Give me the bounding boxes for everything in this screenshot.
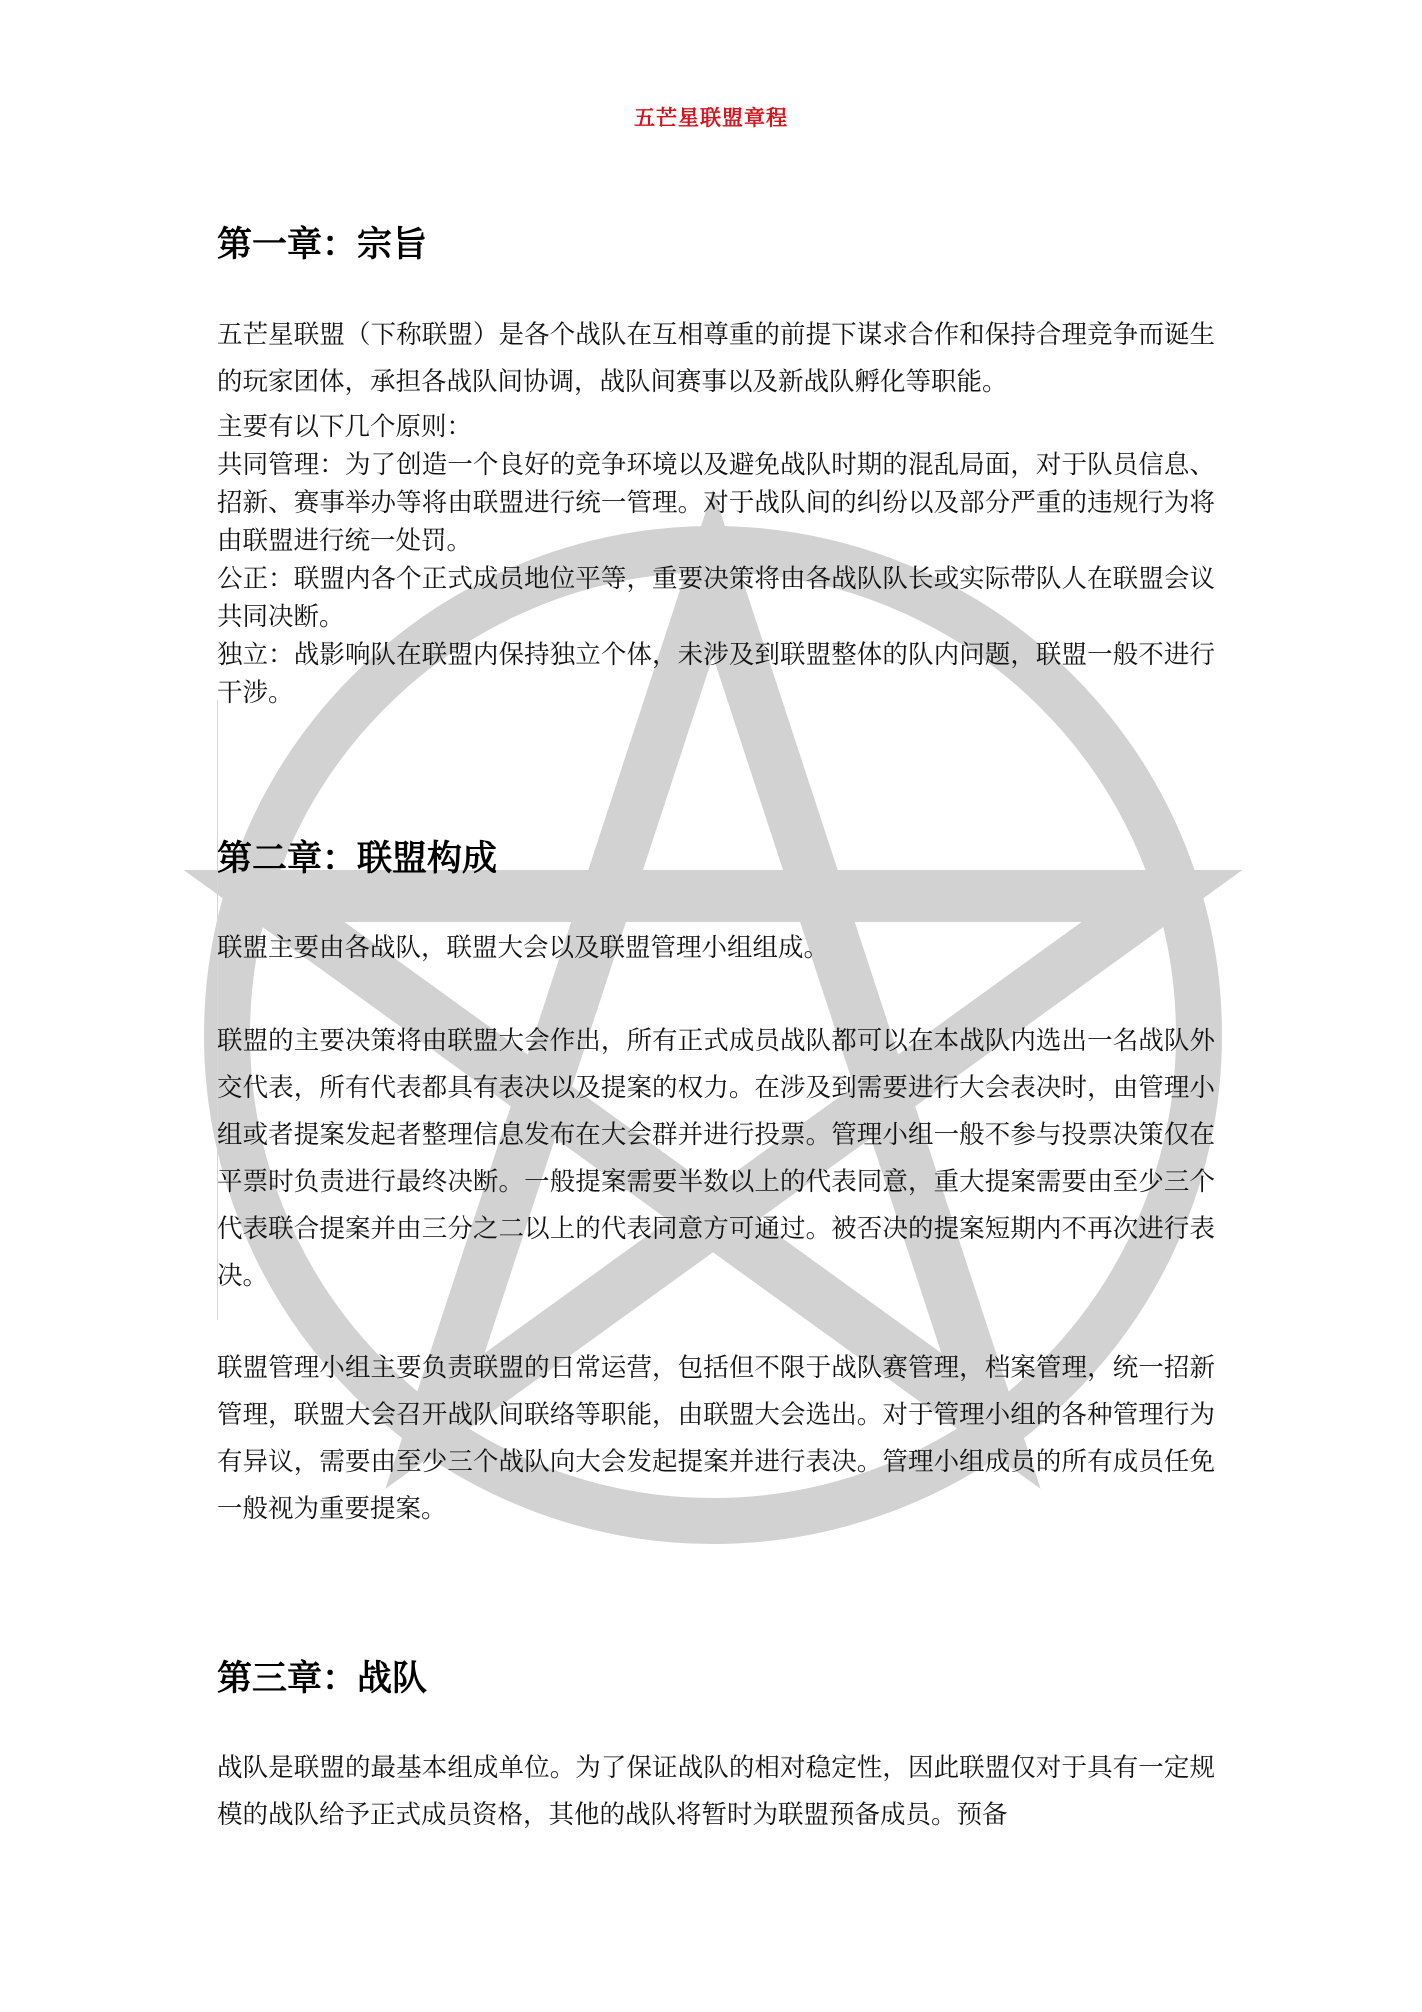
chapter-1-intro xyxy=(217,312,1215,406)
chapter-1-intro-paragraph: 五芒星联盟（下称联盟）是各个战队在互相尊重的前提下谋求合作和保持合理竞争而诞生的玩家团体，承担各战队间协调，战队间赛事以及新战队孵化等职能。 xyxy=(217,320,1215,397)
principle-fairness: 公正：联盟内各个正式成员地位平等，重要决策将由各战队队长或实际带队人在联盟会议共同决断。 xyxy=(217,564,1215,632)
principles-lead: 主要有以下几个原则： xyxy=(217,412,473,442)
chapter-2-paragraph-3: 联盟管理小组主要负责联盟的日常运营，包括但不限于战队赛管理，档案管理，统一招新管理，联盟大会召开战队间联络等职能，由联盟大会选出。对于管理小组的各种管理行为有异议，需要由至少三个战队向大会发起提案并进行表决。管理小组成员的所有成员任免一般视为重要提案。 xyxy=(217,1353,1215,1524)
chapter-2-paragraph-2-block xyxy=(217,1018,1215,1300)
chapter-3-heading-block xyxy=(217,1655,1215,1703)
chapter-3-paragraph-1-block xyxy=(217,1745,1215,1839)
chapter-1-heading-block xyxy=(217,221,1215,269)
chapter-2-heading: 第二章：联盟构成 xyxy=(217,839,498,879)
chapter-1-principles xyxy=(217,408,1215,712)
principle-joint-management: 共同管理：为了创造一个良好的竞争环境以及避免战队时期的混乱局面，对于队员信息、招新、赛事举办等将由联盟进行统一管理。对于战队间的纠纷以及部分严重的违规行为将由联盟进行统一处罚。 xyxy=(217,450,1215,556)
principle-independence: 独立：战影响队在联盟内保持独立个体，未涉及到联盟整体的队内问题，联盟一般不进行干涉。 xyxy=(217,640,1215,708)
chapter-2-paragraph-1-block xyxy=(217,925,1215,972)
chapter-3-heading: 第三章：战队 xyxy=(217,1659,428,1699)
chapter-2-heading-block xyxy=(217,835,1215,883)
chapter-3-paragraph-1: 战队是联盟的最基本组成单位。为了保证战队的相对稳定性，因此联盟仅对于具有一定规模的战队给予正式成员资格，其他的战队将暂时为联盟预备成员。预备 xyxy=(217,1753,1215,1830)
chapter-1-heading: 第一章：宗旨 xyxy=(217,225,428,265)
chapter-2-paragraph-2: 联盟的主要决策将由联盟大会作出，所有正式成员战队都可以在本战队内选出一名战队外交代表，所有代表都具有表决以及提案的权力。在涉及到需要进行大会表决时，由管理小组或者提案发起者整理信息发布在大会群并进行投票。管理小组一般不参与投票决策仅在平票时负责进行最终决断。一般提案需要半数以上的代表同意，重大提案需要由至少三个代表联合提案并由三分之二以上的代表同意方可通过。被否决的提案短期内不再次进行表决。 xyxy=(217,1026,1215,1291)
chapter-2-paragraph-1: 联盟主要由各战队，联盟大会以及联盟管理小组组成。 xyxy=(217,933,830,963)
chapter-2-paragraph-3-block xyxy=(217,1345,1215,1533)
document-title: 五芒星联盟章程 xyxy=(634,106,788,130)
